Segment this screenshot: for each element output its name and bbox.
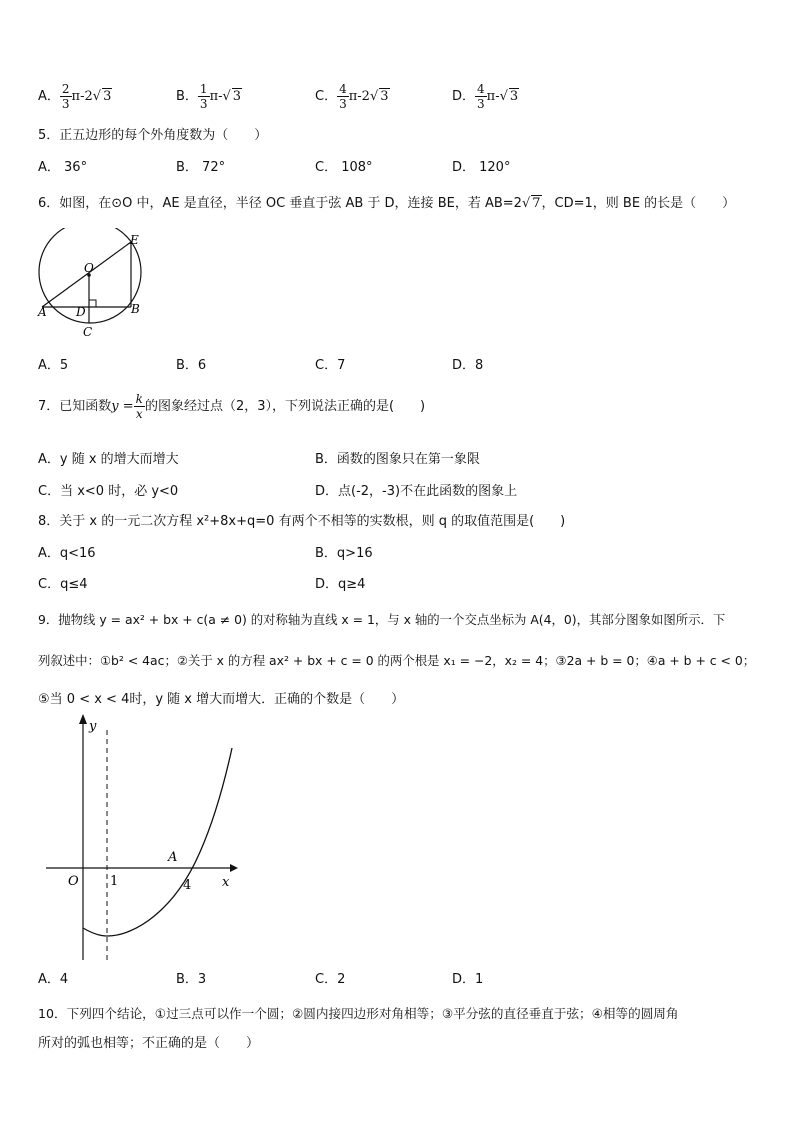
q7-option-a[interactable]: A．y 随 x 的增大而增大 <box>38 452 179 467</box>
label-a: A <box>38 305 47 319</box>
q7-stem <box>38 392 425 421</box>
denominator: x <box>135 407 143 421</box>
q9-option-d[interactable]: D．1 <box>452 972 484 987</box>
q5-option-a[interactable]: A． 36° <box>38 160 88 175</box>
parabola-curve <box>83 748 232 936</box>
radical-sign: √ <box>369 89 379 104</box>
label-origin: O <box>68 874 79 889</box>
q8-option-b[interactable]: B．q>16 <box>315 546 373 561</box>
q5-option-d[interactable]: D． 120° <box>452 160 511 175</box>
label-b: B <box>131 302 140 316</box>
denominator: 3 <box>477 97 485 111</box>
numerator: 1 <box>199 82 208 96</box>
denominator: 3 <box>61 97 70 111</box>
x-axis-arrow <box>230 864 238 872</box>
radicand: 7 <box>532 196 541 211</box>
fraction <box>337 82 349 111</box>
q7-option-c[interactable]: C．当 x<0 时，必 y<0 <box>38 484 179 499</box>
q10-line1: 10．下列四个结论，①过三点可以作一个圆；②圆内接四边形对角相等；③平分弦的直径垂直于弦；④相等的圆周角 <box>38 1006 679 1021</box>
radical-sign: √ <box>499 89 508 104</box>
label-d: D <box>76 305 86 319</box>
q6-option-d[interactable]: D．8 <box>452 358 484 373</box>
q8-option-c[interactable]: C．q≤4 <box>38 577 88 592</box>
q9-option-a[interactable]: A．4 <box>38 972 69 987</box>
q6-stem <box>38 192 735 211</box>
q4-option-c[interactable] <box>315 82 390 111</box>
numerator: 4 <box>339 82 347 96</box>
q4-option-b[interactable] <box>176 82 242 111</box>
option-letter: D． <box>452 89 476 104</box>
q8-option-d[interactable]: D．q≥4 <box>315 577 366 592</box>
q5-option-b[interactable]: B． 72° <box>176 160 226 175</box>
q9-line3: ⑤当 0 < x < 4时，y 随 x 增大而增大．正确的个数是（ ） <box>38 692 405 707</box>
q6-stem-post: ，CD=1，则 BE 的长是（ ） <box>541 196 736 211</box>
q8-stem: 8．关于 x 的一元二次方程 x²+8x+q=0 有两个不相等的实数根，则 q 的取值范围是( ) <box>38 514 566 529</box>
circle-figure <box>30 228 160 343</box>
option-text: π- <box>209 89 223 104</box>
q5-stem: 5．正五边形的每个外角度数为（ ） <box>38 128 268 143</box>
q6-stem-pre: 6．如图，在⊙O 中，AE 是直径，半径 OC 垂直于弦 AB 于 D，连接 BE，若 AB=2 <box>38 196 522 211</box>
fraction <box>60 82 72 111</box>
option-text: π-2 <box>348 89 370 104</box>
q7-stem-post: 的图象经过点（2，3），下列说法正确的是( ) <box>144 399 426 414</box>
q9-line2: 列叙述中：①b² < 4ac；②关于 x 的方程 ax² + bx + c = 0 的两个根是 x₁ = −2，x₂ = 4；③2a + b = 0；④a + b + c < 0； <box>38 653 756 668</box>
y-axis-arrow <box>79 714 87 724</box>
radicand: 3 <box>380 89 389 104</box>
radical-sign: √ <box>92 89 102 104</box>
q6-option-b[interactable]: B．6 <box>176 358 207 373</box>
option-letter: C． <box>315 89 338 104</box>
radical-sign: √ <box>222 89 231 104</box>
option-text: π-2 <box>71 89 93 104</box>
fraction <box>475 82 487 111</box>
q9-line1: 9．抛物线 y = ax² + bx + c(a ≠ 0) 的对称轴为直线 x = 1，与 x 轴的一个交点坐标为 A(4，0)，其部分图象如图所示．下 <box>38 612 726 627</box>
label-four: 4 <box>183 878 192 893</box>
q6-option-a[interactable]: A．5 <box>38 358 69 373</box>
radicand: 3 <box>509 89 519 104</box>
q4-option-a[interactable] <box>38 82 112 111</box>
denominator: 3 <box>199 97 208 111</box>
radicand: 3 <box>232 89 242 104</box>
parabola-graph <box>40 710 245 965</box>
option-letter: A． <box>38 89 60 104</box>
option-letter: B． <box>176 89 198 104</box>
q9-option-c[interactable]: C．2 <box>315 972 346 987</box>
numerator: 4 <box>477 82 485 96</box>
q5-option-c[interactable]: C． 108° <box>315 160 373 175</box>
function-lhs: y = <box>111 399 134 414</box>
q7-option-d[interactable]: D．点(-2，-3)不在此函数的图象上 <box>315 484 518 499</box>
fraction <box>198 82 210 111</box>
q10-line2: 所对的弧也相等；不正确的是（ ） <box>38 1036 260 1051</box>
denominator: 3 <box>339 97 347 111</box>
label-o: O <box>84 261 94 275</box>
radicand: 3 <box>103 89 112 104</box>
radical-sign: √ <box>521 196 531 211</box>
q4-option-d[interactable] <box>452 82 519 111</box>
label-a: A <box>168 850 178 865</box>
q9-option-b[interactable]: B．3 <box>176 972 207 987</box>
label-one: 1 <box>110 874 119 889</box>
label-y: y <box>89 719 97 734</box>
q6-option-c[interactable]: C．7 <box>315 358 346 373</box>
option-text: π- <box>486 89 500 104</box>
label-c: C <box>83 325 93 339</box>
numerator: k <box>135 392 143 406</box>
fraction <box>134 392 145 421</box>
q7-stem-pre: 7．已知函数 <box>38 399 112 414</box>
q8-option-a[interactable]: A．q<16 <box>38 546 96 561</box>
label-e: E <box>130 233 139 247</box>
numerator: 2 <box>61 82 70 96</box>
label-x: x <box>222 875 230 890</box>
q7-option-b[interactable]: B．函数的图象只在第一象限 <box>315 452 480 467</box>
right-angle-mark <box>89 300 96 307</box>
